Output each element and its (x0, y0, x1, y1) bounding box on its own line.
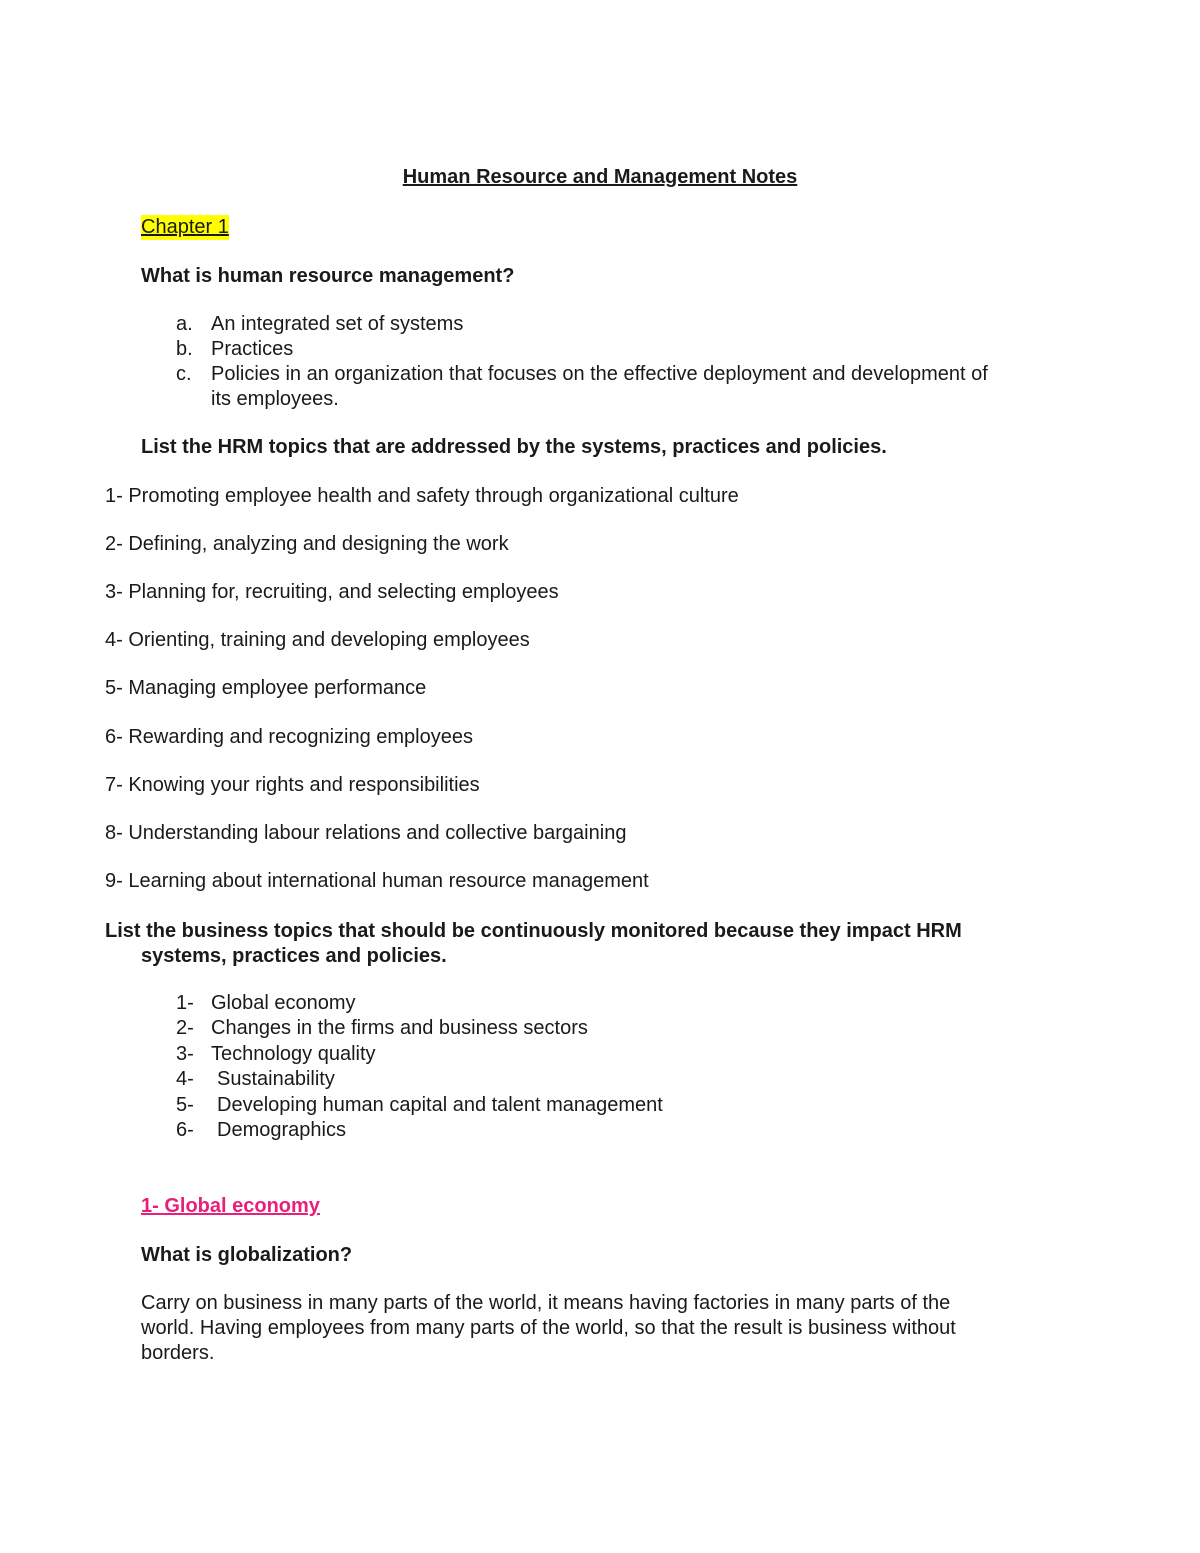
list-marker: c. (176, 363, 192, 385)
list-item-text: Developing human capital and talent management (217, 1094, 663, 1116)
list-marker: a. (176, 313, 193, 335)
question-hrm-definition: What is human resource management? (141, 265, 515, 287)
question-business-topics: List the business topics that should be continuously monitored because they impact HRM (105, 920, 962, 942)
list-marker: 6- (176, 1119, 194, 1141)
list-marker: 1- (176, 992, 194, 1014)
list-item-text: Technology quality (211, 1043, 376, 1065)
list-item: 8- Understanding labour relations and collective bargaining (105, 822, 627, 844)
list-marker: 5- (176, 1094, 194, 1116)
list-item-text: Sustainability (217, 1068, 335, 1090)
list-marker: 4- (176, 1068, 194, 1090)
list-item-text: Practices (211, 338, 294, 360)
list-item: 6- Rewarding and recognizing employees (105, 726, 473, 748)
paragraph-line: Carry on business in many parts of the world, it means having factories in many parts of the (141, 1292, 951, 1314)
list-item: 9- Learning about international human resource management (105, 870, 649, 892)
list-item-text: An integrated set of systems (211, 313, 464, 335)
list-item: 1- Promoting employee health and safety through organizational culture (105, 485, 739, 507)
question-hrm-topics: List the HRM topics that are addressed by the systems, practices and policies. (141, 436, 887, 458)
question-globalization: What is globalization? (141, 1244, 353, 1266)
document-title: Human Resource and Management Notes (402, 166, 798, 188)
list-item: 5- Managing employee performance (105, 677, 427, 699)
list-marker: 3- (176, 1043, 194, 1065)
list-marker: b. (176, 338, 193, 360)
list-item: 7- Knowing your rights and responsibilities (105, 774, 480, 796)
list-item-text-continued: its employees. (211, 388, 339, 410)
list-item-text: Changes in the firms and business sectors (211, 1017, 588, 1039)
list-item-text: Policies in an organization that focuses on the effective deployment and development of (211, 363, 988, 385)
list-item: 2- Defining, analyzing and designing the work (105, 533, 509, 555)
paragraph-line: borders. (141, 1342, 215, 1364)
question-business-topics-continued: systems, practices and policies. (141, 945, 447, 967)
paragraph-line: world. Having employees from many parts of the world, so that the result is business without (141, 1317, 956, 1339)
list-item-text: Global economy (211, 992, 356, 1014)
section-heading: 1- Global economy (141, 1195, 320, 1217)
list-item: 3- Planning for, recruiting, and selecting employees (105, 581, 559, 603)
chapter-heading: Chapter 1 (141, 216, 229, 238)
list-marker: 2- (176, 1017, 194, 1039)
list-item-text: Demographics (217, 1119, 346, 1141)
list-item: 4- Orienting, training and developing employees (105, 629, 530, 651)
